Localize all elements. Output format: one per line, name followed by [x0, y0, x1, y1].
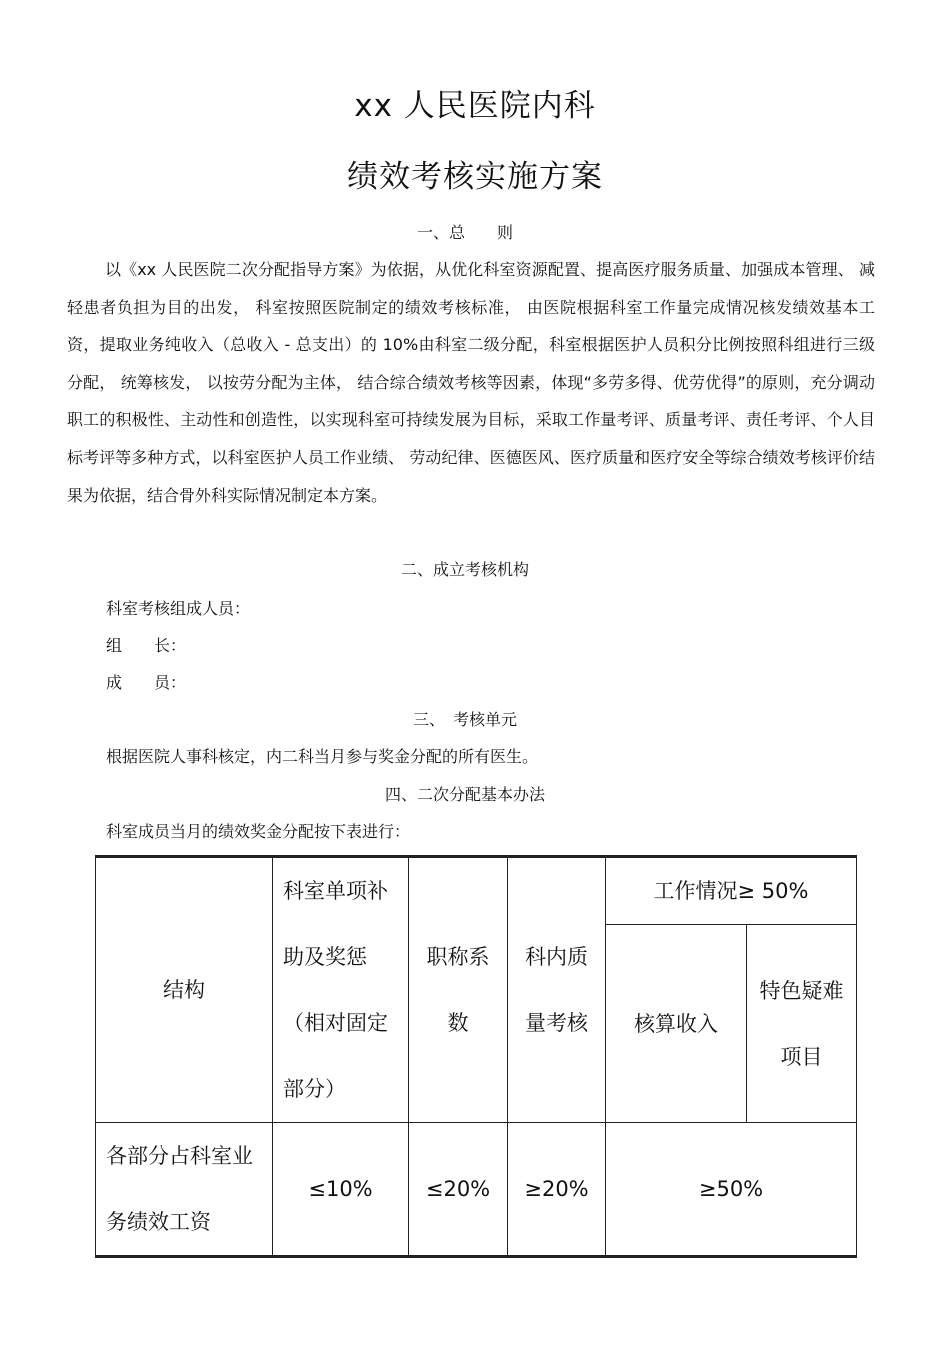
section4-intro: 科室成员当月的绩效奖金分配按下表进行：: [106, 822, 411, 841]
cell-title-coefficient-share: ≤20%: [409, 1123, 508, 1257]
section3-heading: 三、 考核单元: [412, 710, 517, 729]
header-structure: 结构: [96, 857, 273, 1123]
section2-heading: 二、成立考核机构: [400, 560, 529, 579]
header-quality-assessment: 科内质量考核: [508, 857, 606, 1123]
header-accounting-income: 核算收入: [606, 925, 747, 1123]
document-title-line1: xx 人民医院内科: [354, 88, 596, 124]
leader-label: 组 长：: [106, 636, 187, 655]
section3-text: 根据医院人事科核定，内二科当月参与奖金分配的所有医生。: [106, 747, 539, 766]
header-subsidy: 科室单项补助及奖惩（相对固定部分）: [273, 857, 409, 1123]
cell-work-share: ≥50%: [606, 1123, 857, 1257]
header-title-coefficient: 职称系数: [409, 857, 508, 1123]
section1-heading: 一、总 则: [416, 223, 513, 242]
section1-paragraph: 以《xx 人民医院二次分配指导方案》为依据，从优化科室资源配置、提高医疗服务质量、加强成本管理、 减轻患者负担为目的出发， 科室按照医院制定的绩效考核标准， 由医院根据科室工作量完成情况核发绩效基本工资，提取业务纯收入（总收入 - 总支出）的 10%由科室二级分配，科室根据医护人员积分比例按照科组进行三级分配， 统筹核发， 以按劳分配为主体， 结合综合绩效考核等因素，体现“多劳多得、优劳优得”的原则，充分调动职工的积极性、主动性和创造性，以实现科室可持续发展为目标，采取工作量考评、质量考评、责任考评、个人目标考评等多种方式，以科室医护人员工作业绩、 劳动纪律、医德医风、医疗质量和医疗安全等综合绩效考核评价结果为依据，结合骨外科实际情况制定本方案。: [67, 260, 875, 505]
document-title-line2: 绩效考核实施方案: [347, 159, 603, 195]
cell-quality-share: ≥20%: [508, 1123, 606, 1257]
cell-subsidy-share: ≤10%: [273, 1123, 409, 1257]
table-row: [96, 1123, 857, 1257]
header-work-situation: 工作情况≥ 50%: [606, 857, 857, 925]
member-label: 成 员：: [106, 673, 187, 692]
performance-distribution-table: [95, 855, 857, 1258]
members-intro: 科室考核组成人员：: [106, 599, 251, 618]
table-header-row: [96, 857, 857, 925]
header-special-projects: 特色疑难项目: [747, 925, 857, 1123]
row-label: 各部分占科室业务绩效工资: [96, 1123, 273, 1257]
section4-heading: 四、二次分配基本办法: [384, 785, 545, 804]
